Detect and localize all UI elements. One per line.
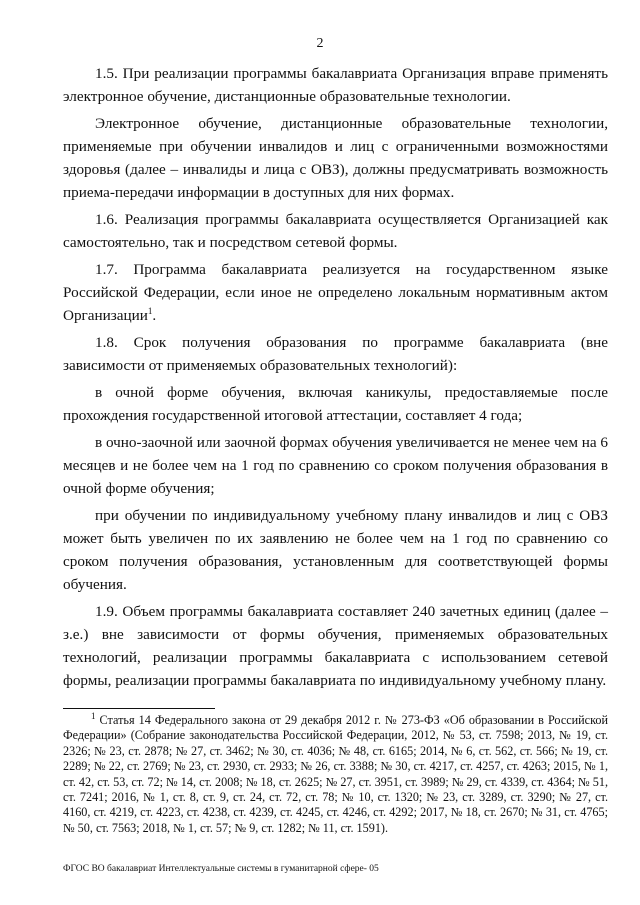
paragraph-1-7: 1.7. Программа бакалавриата реализуется на государственном языке Российской Федерации, если иное не определено локальным нормативным актом Организации$^1$. [63, 261, 608, 324]
paragraph-individual-plan: при обучении по индивидуальному учебному плану инвалидов и лиц с ОВЗ может быть увеличен по их заявлению не более чем на 1 год по сравнению со сроком получения образования, установленным для соответствующей формы обучения. [63, 507, 608, 593]
document-body [63, 62, 608, 696]
paragraph-full-time: в очной форме обучения, включая каникулы, предоставляемые после прохождения государственной итоговой аттестации, составляет 4 года; [63, 384, 608, 424]
paragraph-1-7-text: 1.7. Программа бакалавриата реализуется на государственном языке Российской Федерации, если иное не определено локальным нормативным актом Организации [63, 261, 608, 324]
paragraph-1-8: 1.8. Срок получения образования по программе бакалавриата (вне зависимости от применяемых образовательных технологий): [63, 334, 608, 374]
paragraph-electronic-learning: Электронное обучение, дистанционные образовательные технологии, применяемые при обучении инвалидов и лиц с ограниченными возможностями здоровья (далее – инвалиды и лица с ОВЗ), должны предусматривать возможность приема-передачи информации в доступных для них формах. [63, 115, 608, 201]
footnote-divider [63, 708, 215, 709]
page-footer: ФГОС ВО бакалавриат Интеллектуальные системы в гуманитарной сфере- 05 [63, 864, 379, 874]
footnote-text: Статья 14 Федерального закона от 29 декабря 2012 г. № 273-ФЗ «Об образовании в Российской Федерации» (Собрание законодательства Российской Федерации, 2012, № 53, ст. 7598; 2013, № 19, ст. 2326; № 23, ст. 2878; № 27, ст. 3462; № 30, ст. 4036; № 48, ст. 6165; 2014, № 6, ст. 562, ст. 566; № 19, ст. 2289; № 22, ст. 2769; № 23, ст. 2930, ст. 2933; № 26, ст. 3388; № 30, ст. 4217, ст. 4257, ст. 4263; 2015, № 1, ст. 42, ст. 53, ст. 72; № 14, ст. 2008; № 18, ст. 2625; № 27, ст. 3951, ст. 3989; № 29, ст. 4339, ст. 4364; № 51, ст. 7241; 2016, № 1, ст. 8, ст. 9, ст. 24, ст. 72, ст. 78; № 10, ст. 1320; № 23, ст. 3289, ст. 3290; № 27, ст. 4160, ст. 4219, ст. 4223, ст. 4238, ст. 4239, ст. 4245, ст. 4246, ст. 4292; 2017, № 18, ст. 2670; № 31, ст. 4765; № 50, ст. 7563; 2018, № 1, ст. 57; № 9, ст. 1282; № 11, ст. 1591). [63, 713, 609, 835]
paragraph-part-time: в очно-заочной или заочной формах обучения увеличивается не менее чем на 6 месяцев и не более чем на 1 год по сравнению со сроком получения образования в очной форме обучения; [63, 434, 609, 497]
paragraph-1-9: 1.9. Объем программы бакалавриата составляет 240 зачетных единиц (далее – з.е.) вне зависимости от формы обучения, применяемых образовательных технологий, реализации программы бакалавриата с использованием сетевой формы, реализации программы бакалавриата по индивидуальному учебному плану. [63, 603, 608, 689]
page-number: 2 [316, 36, 324, 51]
footnote-mark: 1 [91, 710, 96, 721]
paragraph-1-6: 1.6. Реализация программы бакалавриата осуществляется Организацией как самостоятельно, так и посредством сетевой формы. [63, 211, 608, 251]
footnote [63, 710, 609, 836]
footnote-reference: 1 [147, 305, 153, 316]
paragraph-1-5: 1.5. При реализации программы бакалавриата Организация вправе применять электронное обучение, дистанционные образовательные технологии. [63, 65, 608, 105]
